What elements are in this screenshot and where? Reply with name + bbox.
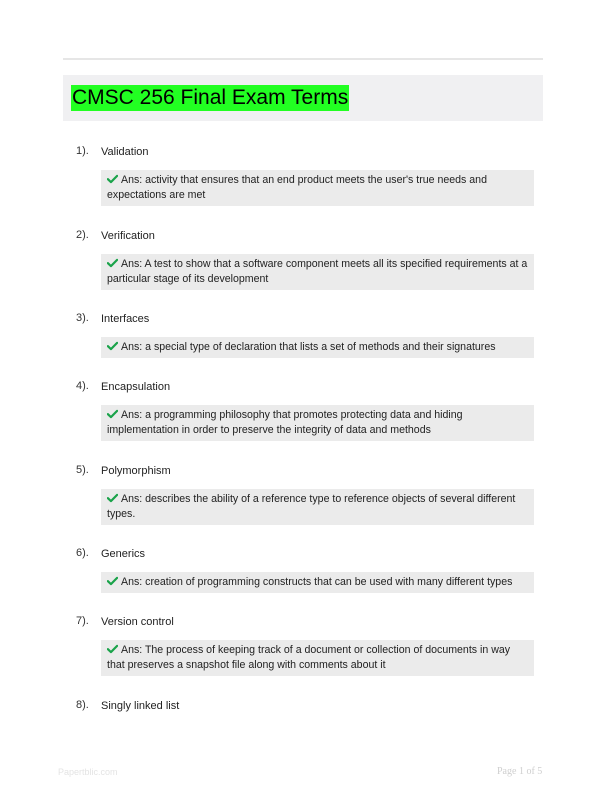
item-number: 6). [76,547,89,559]
item-term: Version control [101,616,174,628]
item-term: Encapsulation [101,381,171,393]
item-number: 2). [76,229,89,241]
answer-text: Ans: a special type of declaration that lists a set of methods and their signatures [121,341,496,353]
page-number: Page 1 of 5 [497,766,543,777]
footer-watermark: Papertblic.com [58,767,118,777]
answer-box [101,405,534,441]
answer-box [101,572,534,593]
answer-box [101,337,534,358]
answer-text: Ans: creation of programming constructs that can be used with many different types [121,576,513,588]
answer-text: Ans: The process of keeping track of a document or collection of documents in way that preserves a snapshot file along with comments about it [107,644,511,671]
check-icon [107,644,118,654]
answer-text: Ans: describes the ability of a reference type to reference objects of several different types. [107,493,516,520]
check-icon [107,258,118,268]
item-term: Interfaces [101,313,150,325]
answer-box [101,640,534,676]
check-icon [107,174,118,184]
item-number: 7). [76,615,89,627]
answer-text: Ans: a programming philosophy that promotes protecting data and hiding implementation in order to preserve the integrity of data and methods [107,409,463,436]
top-divider [63,58,543,60]
item-term: Validation [101,146,149,158]
item-term: Singly linked list [101,700,180,712]
title-banner [63,75,543,121]
item-term: Polymorphism [101,465,171,477]
answer-box [101,254,534,290]
item-number: 8). [76,699,89,711]
item-number: 1). [76,145,89,157]
page-title: CMSC 256 Final Exam Terms [72,86,349,109]
check-icon [107,493,118,503]
answer-box [101,489,534,525]
item-term: Verification [101,230,155,242]
check-icon [107,576,118,586]
item-term: Generics [101,548,146,560]
check-icon [107,341,118,351]
answer-text: Ans: A test to show that a software component meets all its specified requirements at a particular stage of its development [107,258,528,285]
answer-box [101,170,534,206]
item-number: 3). [76,312,89,324]
item-number: 5). [76,464,89,476]
answer-text: Ans: activity that ensures that an end product meets the user's true needs and expectations are met [107,174,487,201]
check-icon [107,409,118,419]
item-number: 4). [76,380,89,392]
